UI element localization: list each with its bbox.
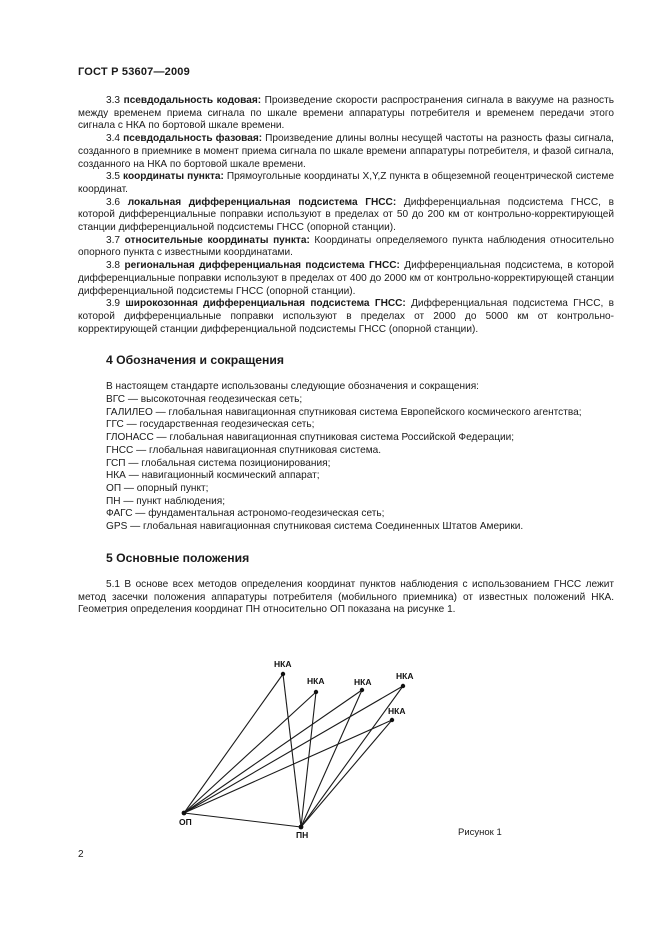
satellite-marker — [360, 688, 364, 692]
definition-item: 3.8 региональная дифференциальная подсистема ГНСС: Дифференциальная подсистема, в которой дифференциальные поправки используют в пределах от 400 до 2000 км от контрольно-корректирующей станции дифференциальной подсистемы ГНСС (опорной станции). — [78, 260, 615, 297]
section-5-heading: 5 Основные положения — [106, 550, 250, 565]
list-item: ГЛОНАСС — глобальная навигационная спутниковая система Российской Федерации; — [106, 432, 515, 444]
definition-item: 3.6 локальная дифференциальная подсистема ГНСС: Дифференциальная подсистема ГНСС, в которой дифференциальные поправки используют в пределах от 50 до 200 км от контрольно-корректирующей станции дифференциальной подсистемы ГНСС (опорной станции). — [78, 196, 614, 234]
definition-item: 3.9 широкозонная дифференциальная подсистема ГНСС: Дифференциальная подсистема ГНСС, в которой дифференциальные поправки используют в пределах от 2000 до 5000 км от контрольно-корректирующей станции дифференциальной подсистемы ГНСС (опорной станции). — [78, 298, 614, 335]
list-item: ГАЛИЛЕО — глобальная навигационная спутниковая система Европейского космического агентства; — [106, 406, 582, 418]
satellite-markers — [182, 672, 406, 830]
figure-1-diagram — [170, 654, 430, 842]
list-item: ПН — пункт наблюдения; — [106, 495, 226, 507]
section-4-heading: 4 Обозначения и сокращения — [106, 353, 285, 368]
list-item: ГНСС — глобальная навигационная спутниковая система. — [106, 444, 382, 456]
definition-item: 3.5 координаты пункта: Прямоугольные координаты X,Y,Z пункта в общеземной геоцентрической системе координат. — [78, 171, 614, 195]
abbreviations-intro: В настоящем стандарте использованы следующие обозначения и сокращения: — [106, 381, 479, 393]
satellite-label: НКА — [388, 706, 406, 716]
page-number: 2 — [78, 849, 84, 860]
reference-point-label: ОП — [179, 817, 192, 827]
list-item: ОП — опорный пункт; — [106, 482, 209, 494]
satellite-marker — [314, 690, 318, 694]
document-header: ГОСТ Р 53607—2009 — [78, 66, 190, 78]
definitions-list — [78, 95, 614, 336]
definition-item: 3.7 относительные координаты пункта: Координаты определяемого пункта наблюдения относительно опорного пункта с известными координатами. — [78, 234, 615, 259]
figure-caption: Рисунок 1 — [458, 827, 502, 838]
section-5-paragraph: 5.1 В основе всех методов определения координат пунктов наблюдения с использованием ГНСС лежит метод засечки положения аппаратуры потребителя (мобильного приемника) от известных положений НКА. Геометрия определения координат ПН относительно ОП показана на рисунке 1. — [78, 578, 614, 616]
satellite-marker — [390, 718, 394, 722]
observation-point-marker — [299, 825, 304, 830]
satellite-label: НКА — [274, 659, 292, 669]
definition-item: 3.4 псевдодальность фазовая: Произведение длины волны несущей частоты на разность фазы сигнала, созданного в приемнике в момент приема сигнала по шкале времени аппаратуры потребителя, и фазой сигнала, созданного на НКА по бортовой шкале времени. — [78, 133, 614, 170]
list-item: ГГС — государственная геодезическая сеть; — [106, 419, 315, 431]
list-item: GPS — глобальная навигационная спутниковая система Соединенных Штатов Америки. — [106, 521, 524, 533]
abbreviations-list — [78, 381, 614, 533]
satellite-marker — [281, 672, 285, 676]
list-item: НКА — навигационный космический аппарат; — [106, 470, 320, 482]
line-of-sight-lines — [184, 674, 406, 827]
satellite-label: НКА — [354, 677, 372, 687]
reference-point-marker — [182, 811, 187, 816]
satellite-marker — [401, 684, 405, 688]
list-item: ФАГС — фундаментальная астрономо-геодезическая сеть; — [106, 508, 385, 520]
figure-1 — [170, 654, 430, 842]
definition-item: 3.3 псевдодальность кодовая: Произведение скорости распространения сигнала в вакууме на разность между временем приема сигнала по шкале времени аппаратуры потребителя и временем передачи этого сигнала с НКА по бортовой шкале времени. — [78, 95, 614, 132]
document-body — [78, 95, 614, 617]
list-item: ВГС — высокоточная геодезическая сеть; — [106, 394, 303, 406]
satellite-label: НКА — [396, 671, 414, 681]
list-item: ГСП — глобальная система позиционирования; — [106, 457, 331, 469]
satellite-label: НКА — [307, 676, 325, 686]
observation-point-label: ПН — [296, 830, 309, 840]
